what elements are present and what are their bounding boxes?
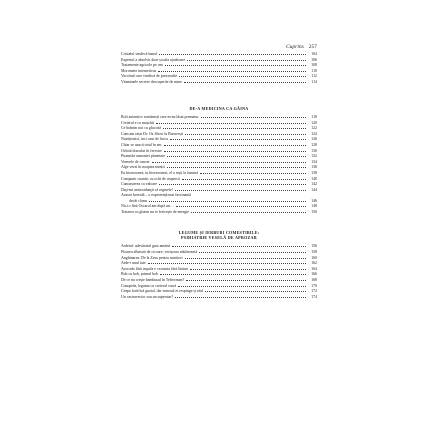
entry-title: Arde-i unul iute [121, 261, 146, 266]
entry-page-number: 120 [311, 120, 317, 125]
dot-leader [199, 252, 306, 253]
entry-title: Vitaminele secrete descoperite de mine [121, 79, 182, 84]
entry-page-number: 166 [311, 272, 317, 277]
dot-leader [175, 190, 306, 191]
entry-title: Nici o fără Oscarul am după un… [121, 204, 174, 209]
dot-leader [165, 65, 306, 66]
running-header [286, 44, 317, 50]
dot-leader [148, 263, 306, 264]
entry-page-number: 162 [311, 261, 317, 266]
dot-leader [159, 54, 306, 55]
dot-leader [156, 123, 306, 124]
entry-page-number: 150 [311, 210, 317, 215]
entry-page-number: 130 [311, 148, 317, 153]
dot-leader [164, 151, 306, 152]
entry-page-number: 104 [311, 52, 317, 56]
entry-title: Ceapa fortifică gustul, dar mirosul ei respinge și răul [121, 289, 204, 294]
entry-title: Ochiul dracului în ferestre [121, 148, 162, 153]
entry-title-continuation: decât clama [129, 198, 148, 203]
entry-title: Vaccinul care vindecă de prea multe [121, 74, 178, 79]
entry-page-number: 118 [311, 114, 317, 119]
entry-page-number: 122 [311, 126, 317, 131]
toc-entry[interactable] [121, 80, 317, 86]
dot-leader [172, 246, 306, 247]
entry-page-number: 108 [311, 63, 317, 68]
dot-leader [200, 173, 306, 174]
dot-leader [178, 286, 306, 287]
entry-title: Cristalul vindecă banal [121, 52, 157, 56]
dot-leader [160, 274, 306, 275]
entry-page-number: 156 [311, 244, 317, 249]
toc-section [121, 106, 317, 216]
entry-title: Tratamente agricole pe om [121, 63, 163, 68]
entry-title: Floarea albastră de cicoare, verișoara adulterantă [121, 250, 198, 255]
dot-leader [182, 179, 306, 180]
entry-title: Boli autentice românești care m-au lăsat prematur [121, 114, 199, 119]
dot-leader [201, 117, 306, 118]
entry-title: Avocado fără tequila e ca nunta fără lăutari [121, 266, 189, 271]
entry-title: Tratarea cu gluten nu te fericește de energie [121, 210, 189, 215]
entry-title: Un castravecior sau un superstar? [121, 294, 174, 299]
entry-title: Ardeiul: adevăratul gust amărui [121, 244, 171, 249]
entry-page-number: 140 [311, 176, 317, 181]
dot-leader [185, 258, 306, 259]
dot-leader [164, 145, 306, 146]
entry-page-number: 142 [311, 182, 317, 187]
dot-leader [205, 291, 306, 292]
toc-entry[interactable] [121, 295, 317, 301]
dot-leader [158, 71, 306, 72]
entry-title: Computer cuantic cu ochi de ciupercă [121, 176, 180, 181]
entry-title: Ce hrănim noi cu glucoză [121, 126, 161, 131]
entry-title: Moromete intemeticus [121, 68, 157, 73]
entry-page-number: 124 [311, 131, 317, 136]
entry-title: Bob cu bob, primul bob [121, 272, 159, 277]
entry-page-number: 112 [311, 74, 317, 79]
entry-page-number: 158 [311, 250, 317, 255]
section-heading: PSIHIATRIE VESELĂ DE APROZAR [181, 235, 257, 241]
entry-title: Cum am ratat Dr. Oz Show la București [121, 131, 184, 136]
entry-page-number: 114 [311, 79, 317, 84]
dot-leader [184, 82, 306, 83]
entry-title: Alge verzi în noaptea minții [121, 165, 165, 170]
dot-leader [149, 201, 306, 202]
entry-page-number: 138 [311, 170, 317, 175]
dot-leader [185, 134, 306, 135]
dot-leader [159, 184, 306, 185]
toc-entry[interactable] [121, 210, 317, 216]
dot-leader [152, 162, 306, 163]
entry-page-number: 144 [311, 187, 317, 192]
entry-title: Piramida armoniei planetare [121, 154, 166, 159]
entry-page-number: 110 [311, 68, 317, 73]
entry-page-number: 148 [311, 204, 317, 209]
entry-title: Conopida, leguma cu creierul varză [121, 283, 177, 288]
entry-title: Eu biorezonez, tu biorezonezi, el a ieșit la lumină [121, 170, 198, 175]
dot-leader [167, 167, 306, 168]
dot-leader [170, 139, 306, 140]
entry-page-number: 134 [311, 159, 317, 164]
entry-page-number: 170 [311, 283, 317, 288]
running-title: Cuprins [286, 44, 304, 50]
entry-title: Aurora boreală – o experiență mai fascinantă [121, 193, 191, 198]
entry-title: De ce nu crește bambusul în Teleorman? [121, 278, 185, 283]
dot-leader [176, 206, 306, 207]
section-heading: LEGUME ȘI IERBURI COMESTIBILE: [178, 229, 260, 235]
entry-title: Daţi-mi antioxidanţii că reginele! [121, 187, 173, 192]
dot-leader [179, 76, 306, 77]
dot-leader [163, 128, 306, 129]
entry-title: Chiar se usucă totul în aer [121, 142, 162, 147]
entry-title: Expertul a absolvit doar școala ajutătoare [121, 57, 186, 62]
section-heading: DE-A MEDICINA CA GĂINA [189, 105, 249, 111]
entry-page-number: 146 [311, 198, 317, 203]
dot-leader [167, 156, 306, 157]
entry-page-number: 168 [311, 278, 317, 283]
toc-section [121, 52, 317, 86]
entry-page-number: 164 [311, 266, 317, 271]
entry-title: Creierul e ca mușchii [121, 120, 155, 125]
entry-page-number: 136 [311, 165, 317, 170]
table-of-contents [121, 52, 317, 300]
dot-leader [191, 212, 306, 213]
entry-page-number: 132 [311, 154, 317, 159]
entry-page-number: 172 [311, 289, 317, 294]
entry-title: Nutriționist, inci caut de lucru [121, 137, 168, 142]
dot-leader [186, 280, 306, 281]
entry-page-number: 128 [311, 142, 317, 147]
toc-section [121, 230, 317, 301]
entry-title: Vermele de cancer [121, 159, 150, 164]
header-page-number: 257 [308, 44, 317, 50]
dot-leader [187, 60, 306, 61]
dot-leader [190, 269, 306, 270]
dot-leader [175, 297, 306, 298]
entry-page-number: 106 [311, 57, 317, 62]
entry-title: Cunoașterea ca valoare [121, 182, 158, 187]
entry-page-number: 160 [311, 255, 317, 260]
entry-title: Anghinarea. De la Zeus pentru muritori [121, 255, 183, 260]
entry-page-number: 174 [311, 294, 317, 299]
entry-page-number: 126 [311, 137, 317, 142]
